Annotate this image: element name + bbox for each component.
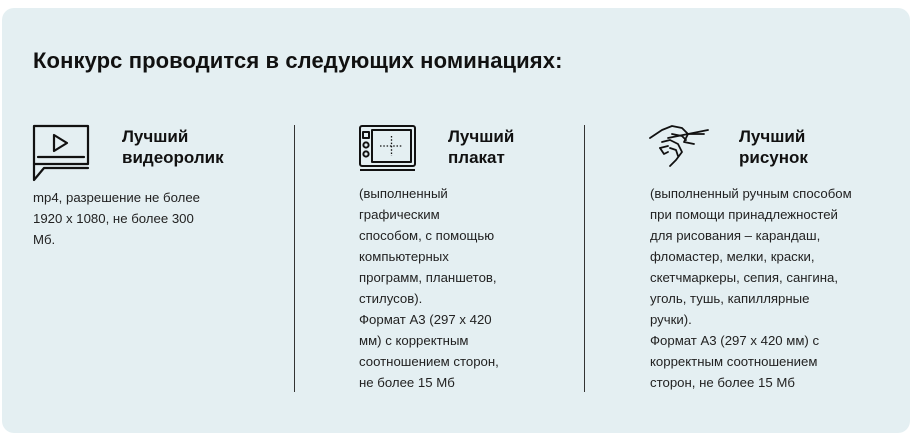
video-player-icon [32,124,90,182]
nomination-header [32,124,262,184]
nomination-title: Лучший видеоролик [122,127,224,167]
page-title: Конкурс проводится в следующих номинациях: [33,48,563,73]
nomination-description: mp4, разрешение не более 1920 x 1080, не более 300 Мб. [33,190,201,247]
column-divider [294,125,295,392]
nomination-description: (выполненный ручным способом при помощи принадлежностей для рисования – карандаш, фломастер, мелки, краски, скетчмаркеры, сепия, сангина, уголь, тушь, капиллярные ручки). Формат А3 (297 x 420 мм) с корректным соотношением сторон, не более 15 Мб [650,186,852,390]
nomination-description: (выполненный графическим способом, с помощью компьютерных программ, планшетов, стилусов). Формат А3 (297 x 420 мм) с корректным соотношением сторон, не более 15 Мб [359,186,499,390]
nomination-poster [358,124,568,390]
nomination-title: Лучший плакат [448,127,515,167]
nomination-header [648,124,888,184]
nomination-video [32,124,262,247]
column-divider [584,125,585,392]
nomination-title: Лучший рисунок [739,127,808,167]
nomination-drawing [648,124,888,390]
hand-with-pen-icon [648,124,710,168]
nomination-header [358,124,568,184]
drawing-tablet-icon [358,124,418,172]
